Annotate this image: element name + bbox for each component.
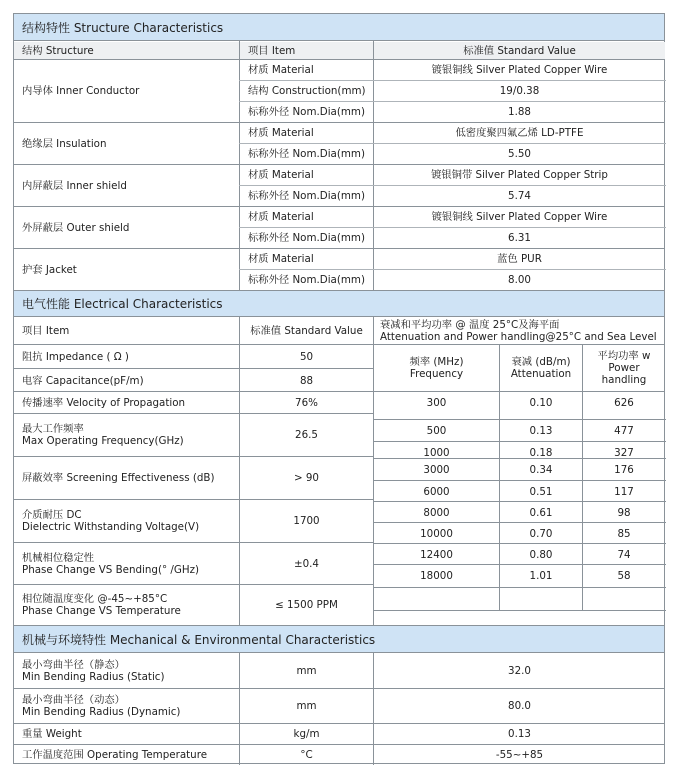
electrical-value: 76% [295, 396, 318, 409]
attenuation-cell: 0.61 [529, 506, 553, 519]
electrical-param [14, 585, 239, 625]
jacket-label: 护套 Jacket [22, 263, 77, 276]
electrical-item-header: 项目 Item [22, 325, 70, 337]
power-cell: 327 [614, 446, 634, 459]
frequency-cell: 18000 [420, 570, 453, 582]
electrical-param [14, 414, 239, 456]
electrical-value: 26.5 [295, 429, 318, 441]
mechanical-value: 80.0 [508, 700, 531, 712]
electrical-standard-header: 标准值 Standard Value [250, 325, 363, 337]
mechanical-unit: mm [296, 665, 317, 677]
electrical-value: ±0.4 [293, 557, 319, 570]
mechanical-param [14, 654, 239, 688]
param-cn: 最小弯曲半径（静态） [22, 659, 125, 671]
param-en: Dielectric Withstanding Voltage(V) [22, 521, 200, 533]
frequency-cell: 500 [426, 424, 447, 437]
param-en: Min Bending Radius (Static) [22, 671, 165, 683]
structure-value: 低密度聚四氟乙烯 LD-PTFE [455, 127, 584, 139]
structure-value: 5.50 [508, 148, 531, 160]
frequency-cell: 12400 [420, 548, 453, 561]
frequency-header-en: Frequency [409, 368, 464, 380]
mechanical-value: 32.0 [508, 665, 531, 677]
electrical-param: 阻抗 Impedance ( Ω ) [22, 350, 129, 363]
power-header-en: Power [608, 362, 640, 374]
frequency-header-cn: 频率 (MHz) [409, 356, 464, 368]
frequency-cell: 3000 [423, 463, 450, 476]
attenuation-header-cn: 衰减 (dB/m) [511, 356, 571, 368]
structure-col-header: 结构 Structure [14, 42, 239, 59]
item-col-header: 项目 Item [240, 42, 373, 59]
frequency-cell: 300 [426, 396, 447, 409]
structure-value: 5.74 [508, 190, 531, 202]
structure-value: 19/0.38 [499, 85, 540, 97]
attenuation-cell: 0.80 [529, 548, 553, 561]
power-cell: 117 [614, 485, 634, 498]
attenuation-header-en: Attenuation and Power handling@25°C and Sea Level [380, 331, 657, 343]
attenuation-cell: 0.13 [529, 424, 553, 437]
power-cell: 176 [614, 463, 634, 476]
param-en: Phase Change VS Temperature [22, 605, 181, 617]
mechanical-unit: mm [296, 700, 317, 712]
structure-item: 标称外径 Nom.Dia(mm) [248, 106, 365, 118]
frequency-cell: 6000 [423, 485, 450, 498]
param-en: Min Bending Radius (Dynamic) [22, 706, 181, 718]
structure-item: 材质 Material [248, 64, 314, 76]
structure-section-title: 结构特性 Structure Characteristics [14, 14, 664, 41]
attenuation-cell: 0.51 [529, 485, 553, 498]
attenuation-header [380, 318, 666, 344]
structure-value: 蓝色 PUR [497, 253, 542, 265]
structure-item: 材质 Material [248, 211, 314, 223]
structure-value: 6.31 [508, 232, 531, 244]
electrical-value: > 90 [293, 472, 319, 484]
electrical-param [14, 500, 239, 542]
structure-item: 结构 Construction(mm) [248, 85, 366, 97]
mechanical-unit: °C [300, 748, 313, 761]
standard-col-header: 标准值 Standard Value [374, 42, 665, 59]
structure-item: 标称外径 Nom.Dia(mm) [248, 274, 365, 286]
structure-item: 材质 Material [248, 169, 314, 181]
electrical-value: ≤ 1500 PPM [275, 599, 338, 611]
param-cn: 最大工作频率 [22, 423, 84, 435]
attenuation-cell: 0.70 [529, 527, 553, 540]
attenuation-header-cn: 衰减和平均功率 @ 温度 25°C及海平面 [380, 319, 560, 331]
insulation-label: 绝缘层 Insulation [22, 137, 107, 150]
structure-item: 标称外径 Nom.Dia(mm) [248, 190, 365, 202]
mechanical-value: 0.13 [508, 728, 531, 740]
power-header-cn: 平均功率 w [597, 350, 651, 362]
attenuation-cell: 1.01 [529, 570, 553, 582]
spec-table [13, 13, 665, 764]
electrical-param [14, 543, 239, 584]
mechanical-section-title: 机械与环境特性 Mechanical & Environmental Characteristics [14, 626, 664, 653]
mechanical-param [14, 689, 239, 723]
structure-value: 1.88 [508, 106, 531, 118]
frequency-cell: 8000 [423, 506, 450, 519]
structure-value: 镀银铜线 Silver Plated Copper Wire [431, 64, 608, 76]
param-cn: 相位随温度变化 @-45~+85°C [22, 593, 168, 605]
structure-item: 材质 Material [248, 253, 314, 265]
structure-value: 镀银铜带 Silver Plated Copper Strip [431, 169, 608, 181]
param-cn: 介质耐压 DC [22, 509, 82, 521]
electrical-param: 电容 Capacitance(pF/m) [22, 374, 144, 387]
inner-shield-label: 内屏蔽层 Inner shield [22, 179, 127, 192]
structure-item: 标称外径 Nom.Dia(mm) [248, 232, 365, 244]
electrical-param: 传播速率 Velocity of Propagation [22, 396, 186, 409]
attenuation-cell: 0.18 [529, 446, 553, 459]
power-col-header [583, 345, 665, 391]
mechanical-unit: kg/m [293, 728, 320, 740]
frequency-cell: 10000 [420, 527, 453, 540]
power-cell: 74 [617, 548, 631, 561]
power-cell: 58 [617, 570, 631, 582]
outer-shield-label: 外屏蔽层 Outer shield [22, 221, 130, 234]
structure-value: 8.00 [508, 274, 531, 286]
electrical-value: 1700 [293, 515, 320, 527]
param-cn: 机械相位稳定性 [22, 551, 95, 564]
power-cell: 626 [614, 396, 634, 409]
power-cell: 98 [617, 506, 631, 519]
param-en: Phase Change VS Bending(° /GHz) [22, 563, 200, 576]
electrical-value: 50 [299, 350, 314, 363]
attenuation-col-header [500, 345, 582, 391]
electrical-value: 88 [299, 374, 314, 387]
electrical-section-title: 电气性能 Electrical Characteristics [14, 291, 664, 317]
inner-conductor-label: 内导体 Inner Conductor [22, 85, 140, 97]
attenuation-header-en: Attenuation [510, 368, 572, 380]
attenuation-cell: 0.34 [529, 463, 553, 476]
frequency-cell: 1000 [423, 446, 450, 459]
mechanical-param: 重量 Weight [22, 728, 82, 740]
power-cell: 477 [614, 424, 634, 437]
electrical-param: 屏蔽效率 Screening Effectiveness (dB) [22, 472, 215, 484]
power-cell: 85 [617, 527, 631, 540]
param-en: Max Operating Frequency(GHz) [22, 435, 184, 447]
structure-item: 标称外径 Nom.Dia(mm) [248, 148, 365, 160]
param-cn: 最小弯曲半径（动态） [22, 694, 125, 706]
frequency-header [374, 345, 499, 391]
mechanical-param: 工作温度范围 Operating Temperature [22, 748, 208, 761]
attenuation-cell: 0.10 [529, 396, 553, 409]
mechanical-value: -55~+85 [495, 748, 544, 761]
structure-item: 材质 Material [248, 127, 314, 139]
structure-value: 镀银铜线 Silver Plated Copper Wire [431, 211, 608, 223]
power-header-en2: handling [601, 374, 647, 386]
